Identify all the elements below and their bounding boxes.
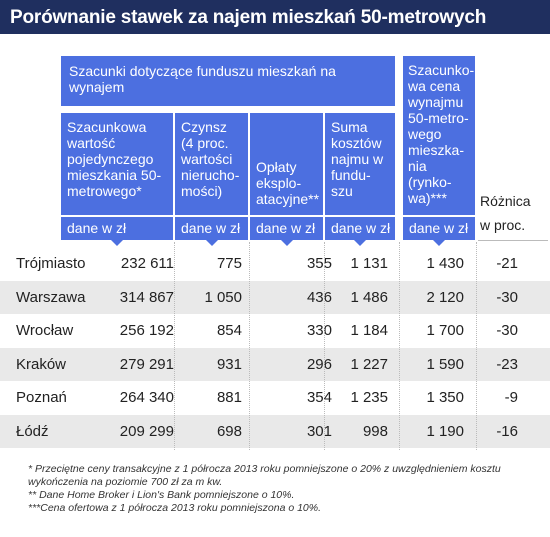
row-value: 256 192 bbox=[119, 322, 174, 339]
column-divider bbox=[324, 242, 325, 450]
row-value: 1 486 bbox=[350, 288, 388, 306]
title-bar bbox=[0, 0, 550, 34]
column-divider bbox=[174, 242, 175, 450]
row-value: 264 340 bbox=[119, 389, 174, 406]
row-value: 296 bbox=[306, 355, 332, 373]
column-header-rent: Czynsz (4 proc. wartości nierucho-mości) bbox=[175, 113, 248, 215]
row-value: 1 190 bbox=[426, 422, 464, 440]
column-header-fees: Opłaty eksplo-atacyjne** bbox=[250, 113, 323, 215]
row-value: 998 bbox=[362, 422, 388, 440]
difference-label: Różnica bbox=[480, 193, 531, 209]
row-value: -23 bbox=[496, 355, 518, 373]
unit-label: dane w zł bbox=[403, 217, 475, 240]
column-header-total-cost: Suma kosztów najmu w fundu-szu bbox=[325, 113, 395, 215]
table-row bbox=[0, 381, 550, 414]
row-value: -21 bbox=[496, 255, 518, 272]
row-value: 775 bbox=[216, 255, 242, 272]
row-value: 354 bbox=[306, 389, 332, 406]
row-value: 1 131 bbox=[350, 255, 388, 272]
row-value: 1 184 bbox=[350, 322, 388, 339]
row-value: -30 bbox=[496, 322, 518, 339]
column-divider bbox=[249, 242, 250, 450]
row-value: 881 bbox=[216, 389, 242, 406]
table-row bbox=[0, 348, 550, 381]
unit-label: dane w zł bbox=[325, 217, 395, 240]
row-city: Poznań bbox=[16, 389, 67, 406]
difference-unit: w proc. bbox=[480, 217, 526, 233]
column-header-market-rent: Szacunko-wa cena wynajmu 50-metro-wego mieszka-nia (rynko-wa)*** bbox=[403, 56, 475, 215]
row-value: 1 700 bbox=[426, 322, 464, 339]
header-underline bbox=[478, 217, 548, 241]
column-divider bbox=[399, 242, 400, 450]
row-value: 314 867 bbox=[119, 288, 174, 306]
table-row bbox=[0, 415, 550, 448]
row-city: Łódź bbox=[16, 422, 49, 440]
footnote: ***Cena ofertowa z 1 półrocza 2013 roku pomniejszona o 10%. bbox=[28, 502, 322, 514]
row-value: 1 235 bbox=[350, 389, 388, 406]
row-city: Wrocław bbox=[16, 322, 74, 339]
row-value: -9 bbox=[504, 389, 518, 406]
row-value: -30 bbox=[496, 288, 518, 306]
row-value: 698 bbox=[216, 422, 242, 440]
footnotes bbox=[28, 463, 538, 515]
row-value: -16 bbox=[496, 422, 518, 440]
table-row bbox=[0, 247, 550, 280]
unit-label: dane w zł bbox=[250, 217, 323, 240]
footnote: * Przeciętne ceny transakcyjne z 1 półrocza 2013 roku pomniejszone o 20% z uwzględnieniem kosztu wykończenia na poziomie 700 zł za m kw. bbox=[28, 463, 501, 488]
row-value: 330 bbox=[306, 322, 332, 339]
row-value: 436 bbox=[306, 288, 332, 306]
footnote: ** Dane Home Broker i Lion's Bank pomniejszone o 10%. bbox=[28, 489, 295, 501]
column-header-value: Szacunkowa wartość pojedynczego mieszkania 50-metrowego* bbox=[61, 113, 173, 215]
row-value: 1 227 bbox=[350, 355, 388, 373]
row-value: 232 611 bbox=[120, 255, 174, 272]
row-value: 2 120 bbox=[426, 288, 464, 306]
row-city: Warszawa bbox=[16, 288, 86, 306]
unit-label: dane w zł bbox=[61, 217, 173, 240]
column-divider bbox=[476, 242, 477, 450]
row-value: 1 350 bbox=[426, 389, 464, 406]
table-row bbox=[0, 314, 550, 347]
row-value: 279 291 bbox=[119, 355, 174, 373]
unit-label: dane w zł bbox=[175, 217, 248, 240]
page-title: Porównanie stawek za najem mieszkań 50-metrowych bbox=[10, 7, 487, 28]
group-header: Szacunki dotyczące funduszu mieszkań na wynajem bbox=[61, 56, 395, 106]
row-value: 1 590 bbox=[426, 355, 464, 373]
row-value: 1 050 bbox=[204, 288, 242, 306]
row-value: 854 bbox=[216, 322, 242, 339]
table-row bbox=[0, 281, 550, 314]
row-city: Trójmiasto bbox=[16, 255, 86, 272]
row-value: 301 bbox=[306, 422, 332, 440]
row-city: Kraków bbox=[16, 355, 67, 373]
row-value: 931 bbox=[216, 355, 242, 373]
row-value: 1 430 bbox=[426, 255, 464, 272]
row-value: 355 bbox=[306, 255, 332, 272]
row-value: 209 299 bbox=[119, 422, 174, 440]
